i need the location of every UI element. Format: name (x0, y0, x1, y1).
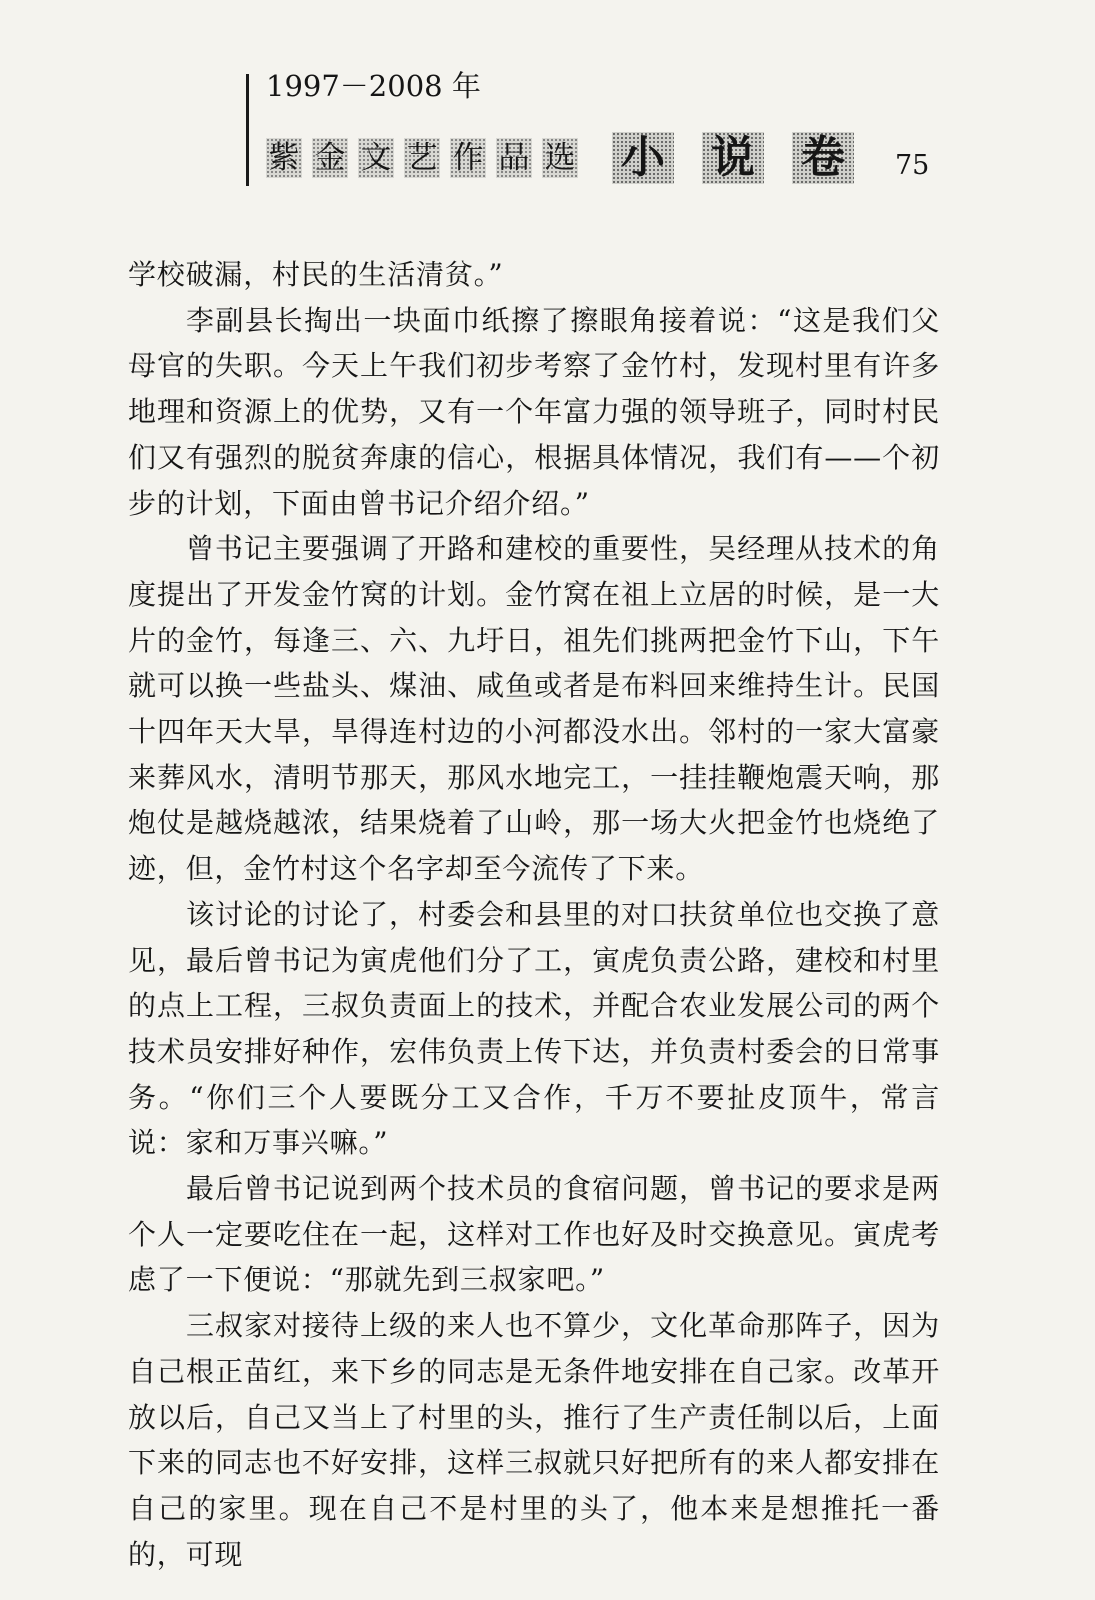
series-title-char: 品 (496, 138, 532, 178)
paragraph: 学校破漏，村民的生活清贫。” (128, 258, 504, 291)
volume-title-char: 说 (702, 132, 764, 184)
series-title-char: 文 (358, 138, 394, 178)
paragraph: 三叔家对接待上级的来人也不算少，文化革命那阵子，因为自己根正苗红，来下乡的同志是无条件地安排在自己家。改革开放以后，自己又当上了村里的头，推行了生产责任制以后，上面下来的同志也不好安排，这样三叔就只好把所有的来人都安排在自己的家里。现在自己不是村里的头了，他本来是想推托一番的，可现 (128, 1309, 940, 1571)
series-title-char: 艺 (404, 138, 440, 178)
series-title-char: 金 (312, 138, 348, 178)
running-header (266, 128, 882, 188)
volume-title-char: 小 (612, 132, 674, 184)
body-text (128, 252, 940, 1577)
paragraph: 该讨论的讨论了，村委会和县里的对口扶贫单位也交换了意见，最后曾书记为寅虎他们分了工，寅虎负责公路，建校和村里的点上工程，三叔负责面上的技术，并配合农业发展公司的两个技术员安排好种作，宏伟负责上传下达，并负责村委会的日常事务。“你们三个人要既分工又合作，千万不要扯皮顶牛，常言说：家和万事兴嘛。” (128, 897, 940, 1160)
series-title-char: 选 (542, 138, 578, 178)
header-year-range: 1997－2008 年 (266, 69, 481, 103)
paragraph: 李副县长掏出一块面巾纸擦了擦眼角接着说：“这是我们父母官的失职。今天上午我们初步考察了金竹村，发现村里有许多地理和资源上的优势，又有一个年富力强的领导班子，同时村民们又有强烈的脱贫奔康的信心，根据具体情况，我们有——个初步的计划，下面由曾书记介绍介绍。” (128, 303, 940, 520)
volume-title-char: 卷 (792, 132, 854, 184)
paragraph: 曾书记主要强调了开路和建校的重要性，吴经理从技术的角度提出了开发金竹窝的计划。金竹窝在祖上立居的时候，是一大片的金竹，每逢三、六、九圩日，祖先们挑两把金竹下山，下午就可以换一些盐头、煤油、咸鱼或者是布料回来维持生计。民国十四年天大旱，旱得连村边的小河都没水出。邻村的一家大富豪来葬风水，清明节那天，那风水地完工，一挂挂鞭炮震天响，那炮仗是越烧越浓，结果烧着了山岭，那一场大火把金竹也烧绝了迹，但，金竹村这个名字却至今流传了下来。 (128, 532, 940, 886)
volume-title (612, 132, 882, 184)
header-vertical-rule (246, 74, 249, 186)
series-title (266, 138, 588, 178)
series-title-char: 作 (450, 138, 486, 178)
paragraph: 最后曾书记说到两个技术员的食宿问题，曾书记的要求是两个人一定要吃住在一起，这样对工作也好及时交换意见。寅虎考虑了一下便说：“那就先到三叔家吧。” (128, 1172, 940, 1297)
series-title-char: 紫 (266, 138, 302, 178)
page-number: 75 (895, 150, 930, 181)
